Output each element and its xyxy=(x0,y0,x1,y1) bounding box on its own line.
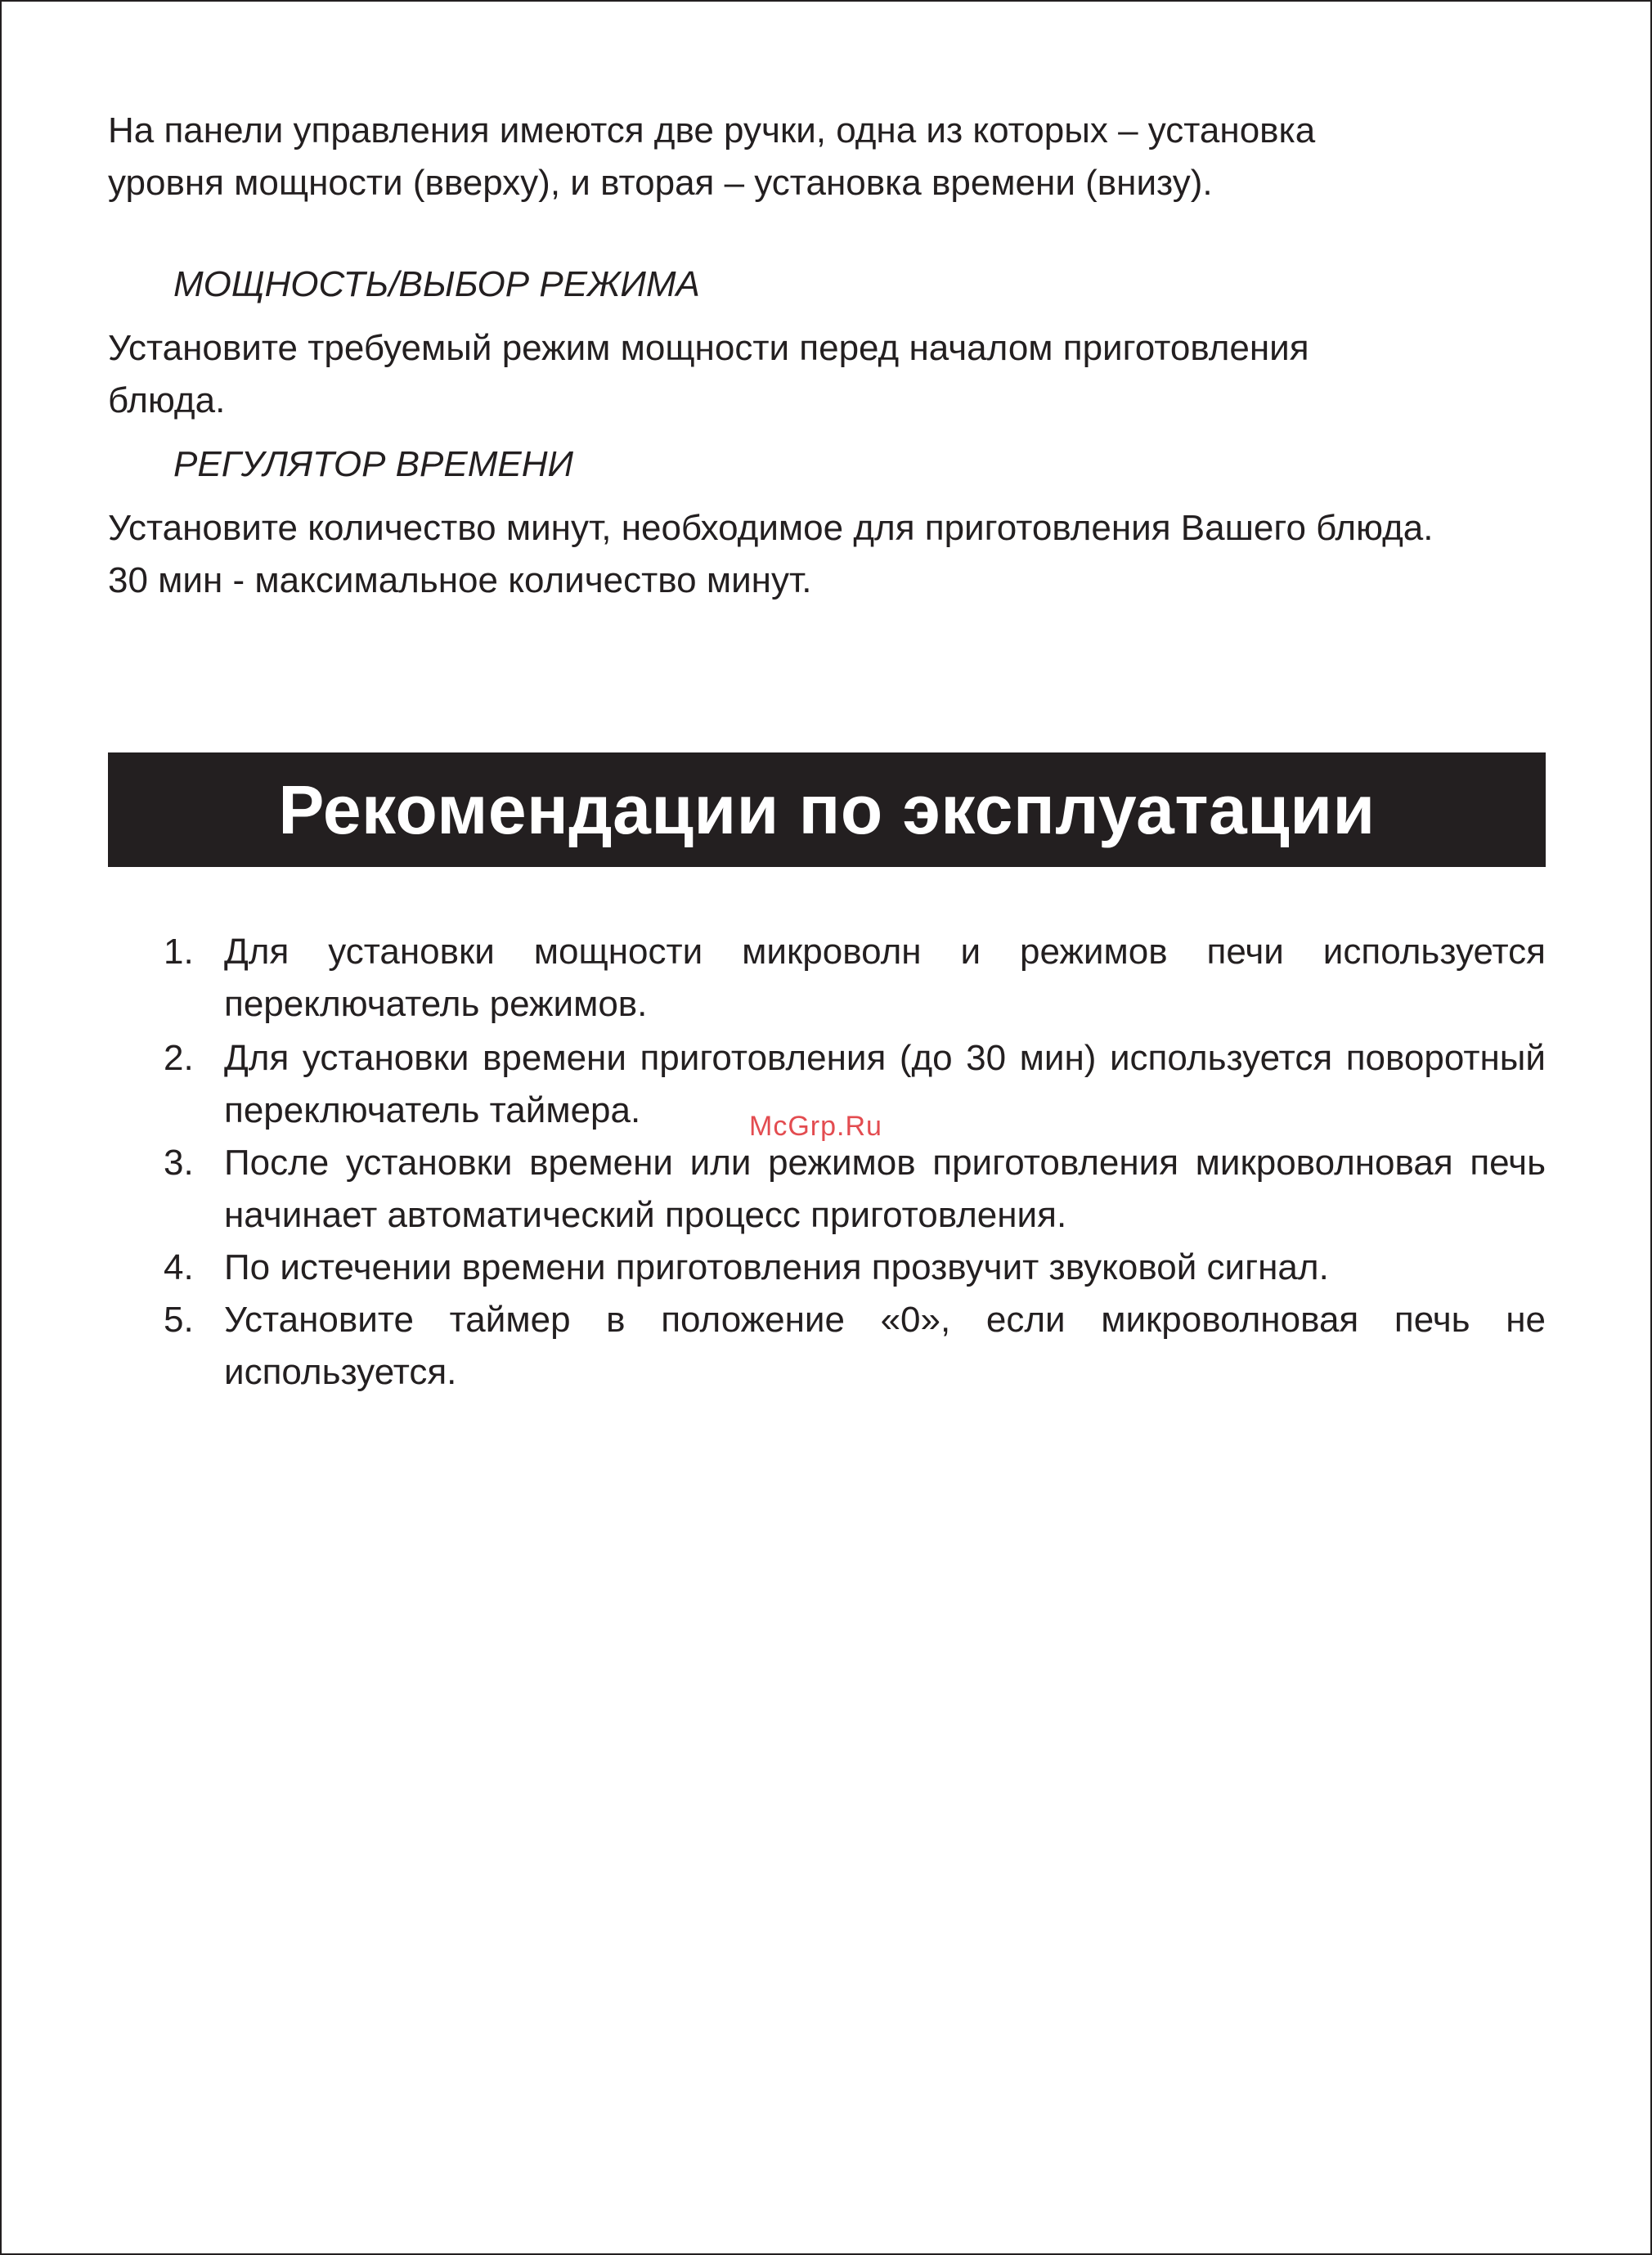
list-item xyxy=(108,1294,1546,1399)
list-item-number: 4. xyxy=(164,1247,194,1287)
power-mode-text-1: Установите требуемый режим мощности перед началом приготовления xyxy=(108,328,1309,368)
intro-line-2: уровня мощности (вверху), и вторая – установка времени (внизу). xyxy=(108,163,1213,203)
list-item-number: 2. xyxy=(164,1038,194,1078)
list-item-text: По истечении времени приготовления прозвучит звуковой сигнал. xyxy=(224,1247,1329,1287)
watermark-text: McGrp.Ru xyxy=(749,1111,882,1142)
power-mode-heading: МОЩНОСТЬ/ВЫБОР РЕЖИМА xyxy=(173,264,700,304)
list-item-number: 1. xyxy=(164,932,194,972)
list-item-text: После установки времени или режимов приготовления микроволновая печь начинает автоматический процесс приготовления. xyxy=(224,1143,1546,1235)
document-body xyxy=(108,105,1546,1399)
list-item xyxy=(108,1242,1546,1294)
list-item xyxy=(108,926,1546,1031)
list-item-number: 3. xyxy=(164,1143,194,1183)
section-title-banner xyxy=(108,752,1546,867)
operation-steps-list xyxy=(108,926,1546,1399)
list-item xyxy=(108,1137,1546,1242)
timer-heading: РЕГУЛЯТОР ВРЕМЕНИ xyxy=(173,444,573,484)
timer-text-2: 30 мин - максимальное количество минут. xyxy=(108,560,812,600)
list-item-text: Для установки мощности микроволн и режимов печи используется переключатель режимов. xyxy=(224,932,1546,1024)
section-title: Рекомендации по эксплуатации xyxy=(278,770,1376,848)
timer-text-1: Установите количество минут, необходимое для приготовления Вашего блюда. xyxy=(108,508,1434,548)
intro-line-1: На панели управления имеются две ручки, одна из которых – установка xyxy=(108,110,1316,150)
power-mode-text-2: блюда. xyxy=(108,380,226,420)
list-item-number: 5. xyxy=(164,1300,194,1340)
list-item-text: Установите таймер в положение «0», если микроволновая печь не используется. xyxy=(224,1300,1546,1392)
list-item-text: Для установки времени приготовления (до 30 мин) используется поворотный переключатель таймера. xyxy=(224,1038,1546,1130)
